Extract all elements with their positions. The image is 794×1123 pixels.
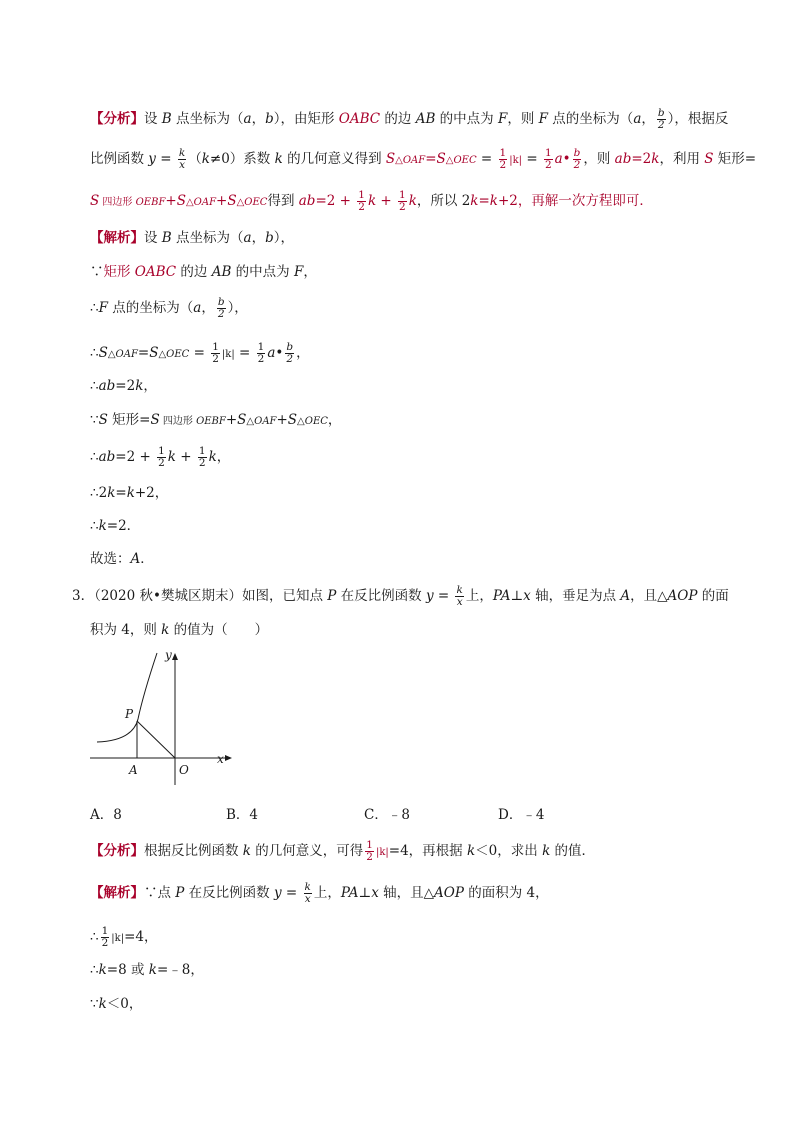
t: OEC [453,155,477,166]
t: △ [395,155,403,166]
t: ，且△ [630,588,668,604]
t: 1 [499,147,507,159]
analysis-line-1 [90,108,728,131]
t: 的几何意义得到 [282,151,386,167]
t: 2 [399,201,406,213]
t: P [175,885,185,901]
t: ＜0， [106,996,143,1012]
t: ∴ [90,929,99,945]
t: 的边 [380,111,416,127]
fraction [257,342,266,365]
t: + [276,412,288,428]
t: y [148,151,156,167]
t: k [408,193,417,209]
fraction [157,446,166,469]
t: b [265,111,274,127]
t: 在反比例函数 [184,885,274,901]
t: S [287,412,298,428]
t: ， [641,111,655,127]
t: 3．（2020 秋•樊城区期末）如图，已知点 [72,588,328,604]
t: 轴，垂足为点 [530,588,621,604]
t: +2，再解一次方程即可． [497,193,653,209]
t: ， [296,345,310,361]
t: =2 + [115,449,156,465]
fraction [365,840,374,863]
fraction [398,190,407,213]
t: a [633,111,642,127]
t: 矩形= [107,412,151,428]
t: OAF [254,416,277,427]
t: S [176,193,186,209]
t: ∴ [90,449,99,465]
t: △ [158,349,167,360]
t: 轴，且△ [378,885,435,901]
t: A [130,551,141,567]
t: = [522,151,542,167]
t: ． [140,551,154,567]
t: △ [236,197,245,208]
fraction [178,148,186,171]
t: k [161,622,170,638]
t: F [538,111,549,127]
t: （ [188,151,202,167]
t: 2 [544,159,552,171]
t: 的中点为 [231,264,294,280]
t: 四边形 [99,197,136,208]
t: 的值． [550,843,596,859]
t: F [98,300,108,316]
t: 2 [573,159,581,171]
t: OAF [402,155,426,166]
t: 的面积为 4， [463,885,549,901]
solution-line-9 [90,516,140,536]
t: =8 或 [106,962,149,978]
t: OEBF [196,416,226,427]
t: ab [98,378,116,394]
analysis-tag: 【分析】 [90,843,144,859]
t: 1 [257,341,265,353]
fraction [211,342,220,365]
t: ， [251,111,266,127]
t: 根据反比例函数 [144,843,243,859]
solution-line-3 [90,297,248,320]
hyperbola-curve [97,653,157,742]
t: ∵ [90,264,104,280]
t: 设 [144,230,162,246]
t: = [433,588,454,604]
fraction [499,148,508,171]
q3-solution-line-4 [90,994,142,1014]
t: S [150,412,160,428]
fraction [101,926,110,949]
t: 的中点为 [435,111,498,127]
t: |k| [509,155,523,166]
t: 2 [198,457,206,469]
t: ab [298,193,316,209]
y-axis-arrow [172,653,178,660]
t: = [115,485,127,501]
t: 2 [217,308,225,320]
t: k [456,584,463,596]
t: k [148,962,157,978]
t: 点坐标为（ [171,111,244,127]
solution-line-2 [90,262,317,282]
label-p: P [125,707,134,721]
t: ，则 [583,151,615,167]
fraction [573,148,582,171]
question-3-line-2 [90,620,268,640]
t: ⊥ [358,885,372,901]
t: 点坐标为（ [171,230,244,246]
option-d: D．﹣4 [498,807,545,823]
t: b [657,107,665,119]
t: 得到 [267,193,299,209]
t: ∴ [90,962,99,978]
t: 的边 [176,264,212,280]
fraction [657,108,666,131]
t: 1 [158,445,165,457]
t: k [651,151,660,167]
t: a [243,230,252,246]
solution-tag: 【解析】 [90,230,144,246]
t: k [489,193,498,209]
t: k [304,881,311,893]
t: △ [445,155,454,166]
t: S [385,151,396,167]
option-b: B．4 [226,807,259,823]
analysis-line-2 [90,148,756,171]
t: S [436,151,446,167]
t: + [376,193,397,209]
t: OABC [134,264,177,280]
t: y [273,885,282,901]
t: 上， [465,588,493,604]
t: = [234,345,255,361]
t: 2 [101,937,109,949]
t: ， [216,449,231,465]
t: ⊥ [510,588,524,604]
t: 1 [358,189,365,201]
t: k [98,962,107,978]
t: 2 [366,851,373,863]
t: △ [297,416,305,427]
q3-solution-line-3 [90,960,204,980]
t: b [265,230,274,246]
t: y [425,588,434,604]
option-c: C．﹣8 [364,807,410,823]
t: S [90,193,100,209]
t: 1 [212,341,219,353]
t: a [193,300,202,316]
t: ≠0）系数 [209,151,275,167]
t: ∵ [90,412,99,428]
t: ∴ [90,345,99,361]
t: S [149,345,159,361]
t: 点的坐标为（ [107,300,194,316]
t: x [456,596,463,608]
t: OEC [244,197,268,208]
t: k [98,518,107,534]
t: ， [303,264,317,280]
t: 2 [499,159,507,171]
label-a: A [129,763,138,777]
x-axis-arrow [225,755,232,761]
t: 2 [158,457,165,469]
t: OABC [338,111,381,127]
solution-line-7 [90,446,230,469]
t: ， [327,412,342,428]
t: F [497,111,508,127]
t: k [542,843,551,859]
t: AOP [667,588,698,604]
label-x: x [217,752,224,766]
label-y: y [165,648,172,662]
t: a [243,111,252,127]
t: + [225,412,238,428]
t: ＜0，求出 [475,843,543,859]
t: = [281,885,302,901]
label-o: O [179,763,189,777]
t: △ [246,416,255,427]
t: =4， [124,929,158,945]
t: x [304,893,311,905]
t: ∴ [90,378,99,394]
t: △ [107,349,116,360]
solution-line-10 [90,549,154,569]
t: |k| [221,349,235,360]
question-3-line-1 [72,585,729,608]
solution-line-6 [90,410,341,432]
t: 1 [366,839,373,851]
t: =﹣8， [156,962,204,978]
t: OAF [193,197,217,208]
fraction [285,342,294,365]
t: a• [267,345,284,361]
t: ∵点 [144,885,176,901]
t: 比例函数 [90,151,149,167]
t: F [293,264,304,280]
t: 的面 [697,588,729,604]
t: ∵ [90,996,99,1012]
segment-po [137,721,175,758]
t: k [274,151,283,167]
t: x [371,885,379,901]
t: P [327,588,337,604]
t: S [237,412,247,428]
t: |k| [375,847,389,858]
t: 上， [313,885,341,901]
t: 四边形 [159,416,197,427]
solution-line-8 [90,483,168,503]
t: =2 [631,151,652,167]
t: B [161,111,172,127]
t: k [135,378,144,394]
t: ∴ [90,300,99,316]
t: = [155,151,176,167]
t: 设 [144,111,162,127]
analysis-tag: 【分析】 [90,111,144,127]
fraction [304,882,312,905]
hyperbola-figure [85,645,245,790]
t: = [425,151,437,167]
t: k [167,449,176,465]
t: +2， [134,485,169,501]
t: k [107,485,116,501]
t: ）， [227,300,248,316]
t: k [178,147,186,159]
t: k [126,485,135,501]
t: k [466,843,476,859]
t: k [201,151,210,167]
t: = [137,345,150,361]
t: 故选： [90,551,131,567]
t: k [367,193,377,209]
t: 2 [657,119,665,131]
t: A [620,588,631,604]
solution-line-1 [90,228,294,248]
solution-line-4 [90,342,310,365]
t: ）， [273,230,294,246]
t: 1 [101,925,109,937]
t: OEC [166,349,190,360]
t: 2 [212,353,219,365]
t: 矩形 [103,264,135,280]
t: ∴ [90,518,99,534]
t: 矩形= [713,151,757,167]
t: a• [554,151,571,167]
t: ，则 [507,111,539,127]
t: 积为 4，则 [90,622,162,638]
t: S [98,345,108,361]
t: b [217,296,225,308]
t: + [165,193,177,209]
t: b [286,341,294,353]
t: AOP [434,885,464,901]
t: 点的坐标为（ [548,111,634,127]
fraction [198,446,207,469]
t: = [478,193,490,209]
t: ， [251,230,266,246]
t: =2 [115,378,136,394]
t: OEC [304,416,328,427]
q3-solution-line-1 [90,882,549,905]
t: ab [614,151,632,167]
fraction [217,297,226,320]
t: 的几何意义，可得 [250,843,364,859]
t: 在反比例函数 [336,588,426,604]
t: 1 [198,445,206,457]
t: 1 [544,147,552,159]
t: 2 [358,201,365,213]
t: OEBF [135,197,166,208]
t: S [98,412,108,428]
t: =2 + [315,193,356,209]
t: S [227,193,237,209]
t: + [175,449,196,465]
t: △ [185,197,194,208]
t: k [470,193,479,209]
t: =2． [106,518,141,534]
q3-analysis [90,840,595,863]
fraction [455,585,463,608]
t: PA [340,885,359,901]
t: ，所以 2 [416,193,471,209]
t: 1 [399,189,406,201]
t: 的值为（ ） [169,622,269,638]
t: ， [201,300,215,316]
t: ∴2 [90,485,108,501]
t: AB [415,111,436,127]
t: PA [492,588,511,604]
t: B [161,230,172,246]
q3-solution-line-2 [90,926,158,949]
t: ），由矩形 [273,111,339,127]
t: + [216,193,228,209]
fraction [357,190,366,213]
t: x [523,588,531,604]
fraction [544,148,553,171]
t: S [704,151,714,167]
solution-tag: 【解析】 [90,885,144,901]
t: ），根据反 [667,111,729,127]
t: b [573,147,581,159]
t: k [98,996,107,1012]
t: = [476,151,497,167]
t: = [189,345,210,361]
analysis-line-3 [90,190,653,213]
t: ，利用 [659,151,705,167]
option-a: A．8 [90,807,122,823]
solution-line-5 [90,376,157,396]
t: 2 [257,353,265,365]
t: 2 [286,353,294,365]
t: |k| [111,933,125,944]
t: k [242,843,251,859]
t: x [179,159,185,171]
t: =4，再根据 [388,843,467,859]
t: k [208,449,217,465]
t: AB [211,264,232,280]
t: ab [98,449,116,465]
t: ， [143,378,157,394]
t: OAF [115,349,138,360]
